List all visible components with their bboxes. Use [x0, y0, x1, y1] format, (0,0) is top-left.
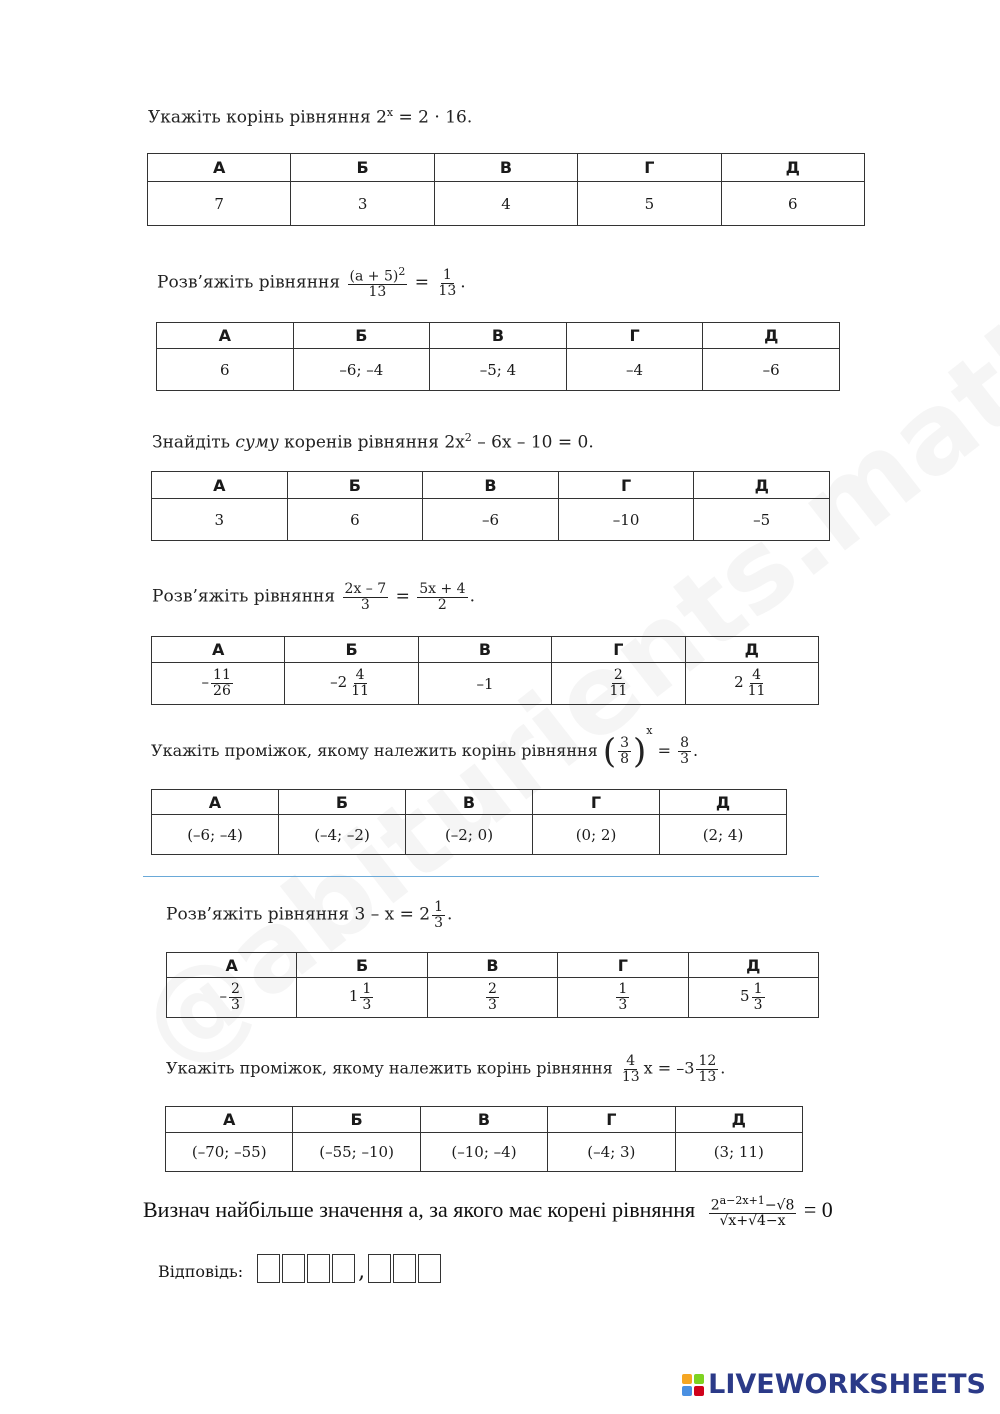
q4-num2: 5x + 4	[419, 581, 466, 597]
q5-option-d[interactable]: (2; 4)	[660, 815, 787, 855]
q4-answer-table	[151, 636, 819, 705]
q2-header-g: Г	[566, 323, 703, 349]
q6-header-d: Д	[688, 953, 818, 978]
q3-option-b[interactable]: 6	[287, 499, 423, 541]
q7-num2: 12	[698, 1053, 717, 1069]
q6-option-b-pre: 1	[348, 987, 359, 1006]
q4-option-g-num: 2	[613, 667, 623, 684]
q7-den2: 13	[698, 1068, 717, 1085]
q5-text: Укажіть проміжок, якому належить корінь рівняння	[151, 741, 598, 760]
q5-exp: x	[646, 724, 653, 737]
q7-answer-table	[165, 1106, 803, 1172]
question-1	[148, 106, 472, 128]
q7-text: Укажіть проміжок, якому належить корінь рівняння	[166, 1058, 613, 1078]
q3-option-a[interactable]: 3	[152, 499, 288, 541]
q7-option-g[interactable]: (–4; 3)	[548, 1133, 675, 1172]
q4-option-a-den: 26	[213, 683, 231, 699]
q1-header-g: Г	[578, 154, 721, 182]
q6-option-g[interactable]	[558, 978, 688, 1018]
q2-text: Розв’яжіть рівняння	[157, 272, 341, 293]
answer-digit-box[interactable]	[418, 1254, 441, 1283]
q6-option-a-num: 2	[230, 981, 240, 998]
question-7	[166, 1054, 725, 1084]
q6-option-v[interactable]	[427, 978, 557, 1018]
q5-header-v: В	[406, 790, 533, 815]
q2-header-v: В	[430, 323, 567, 349]
q4-option-v[interactable]	[418, 663, 551, 705]
question-6	[166, 900, 452, 930]
q6-option-d-pre: 5	[740, 987, 750, 1006]
q5-option-b[interactable]: (–4; –2)	[279, 815, 406, 855]
answer-digit-box[interactable]	[332, 1254, 355, 1283]
q1-option-g[interactable]: 5	[578, 182, 721, 226]
q6-header-a: А	[167, 953, 297, 978]
q3-option-v[interactable]: –6	[423, 499, 559, 541]
q6-option-b[interactable]	[297, 978, 427, 1018]
q7-end: .	[720, 1058, 726, 1078]
q2-option-d[interactable]: –6	[703, 349, 840, 391]
q2-fraction-right	[436, 268, 458, 298]
q5-paren-left: (	[602, 731, 617, 772]
answer-digit-box[interactable]	[307, 1254, 330, 1283]
q1-option-a[interactable]: 7	[148, 182, 291, 226]
q1-header-v: В	[434, 154, 577, 182]
q5-den2: 3	[680, 751, 690, 767]
q5-end: .	[693, 741, 699, 760]
q6-header-v: В	[427, 953, 557, 978]
q8-num-exp: a−2x+1	[719, 1194, 765, 1207]
q3-text1: Знайдіть	[152, 432, 236, 453]
q6-option-d-den: 3	[753, 997, 763, 1013]
q7-option-a[interactable]: (–70; –55)	[166, 1133, 293, 1172]
q6-den: 3	[434, 914, 444, 931]
q5-num1: 3	[620, 735, 630, 752]
q7-den1: 13	[621, 1068, 640, 1085]
q7-mid: x = –3	[643, 1058, 695, 1078]
q4-option-b-pre: –2	[330, 673, 348, 692]
q4-den1: 3	[360, 596, 370, 613]
q5-header-g: Г	[533, 790, 660, 815]
q6-text: Розв’яжіть рівняння 3 – x = 2	[166, 904, 431, 925]
q4-fraction-left	[343, 582, 389, 612]
q2-num2: 1	[442, 266, 452, 283]
q6-header-b: Б	[297, 953, 427, 978]
q2-header-b: Б	[293, 323, 430, 349]
q6-option-a-den: 3	[230, 997, 240, 1013]
q5-option-v[interactable]: (–2; 0)	[406, 815, 533, 855]
q3-option-d[interactable]: –5	[694, 499, 830, 541]
q4-header-d: Д	[685, 637, 818, 663]
q5-header-d: Д	[660, 790, 787, 815]
question-8	[143, 1195, 833, 1229]
q4-option-d-num: 4	[752, 667, 762, 684]
q5-fraction-left	[618, 736, 631, 766]
q8-rhs: = 0	[803, 1197, 833, 1223]
q1-rest: = 2 · 16.	[393, 107, 473, 128]
liveworksheets-logo-text: LIVEWORKSHEETS	[708, 1369, 986, 1400]
q2-num1-exp: 2	[398, 265, 406, 278]
q7-num1: 4	[626, 1053, 636, 1069]
q4-option-d-pre: 2	[734, 673, 744, 692]
q6-answer-table	[166, 952, 819, 1018]
q6-option-g-den: 3	[618, 997, 628, 1013]
q2-option-g[interactable]: –4	[566, 349, 703, 391]
q5-option-a[interactable]: (–6; –4)	[152, 815, 279, 855]
q7-header-a: А	[166, 1107, 293, 1133]
q5-fraction-right	[678, 736, 691, 766]
q4-option-d[interactable]	[685, 663, 818, 705]
q4-option-b[interactable]	[285, 663, 418, 705]
q8-fraction	[709, 1195, 797, 1229]
q3-header-d: Д	[694, 472, 830, 499]
q8-num-rest: −√8	[764, 1197, 795, 1214]
answer-row	[158, 1254, 443, 1283]
q1-header-a: А	[148, 154, 291, 182]
q3-italic: суму	[235, 432, 279, 453]
q2-den1: 13	[368, 284, 387, 301]
q3-exp: 2	[464, 431, 472, 444]
q4-header-g: Г	[552, 637, 685, 663]
q1-text: Укажіть корінь рівняння 2	[148, 107, 387, 128]
q4-header-v: В	[418, 637, 551, 663]
question-3	[152, 431, 594, 453]
q2-answer-table	[156, 322, 840, 391]
q2-header-d: Д	[703, 323, 840, 349]
q2-option-v[interactable]: –5; 4	[430, 349, 567, 391]
answer-comma: ,	[358, 1259, 366, 1284]
q8-num-base: 2	[710, 1197, 720, 1214]
answer-digit-box[interactable]	[282, 1254, 305, 1283]
liveworksheets-logo-icon	[682, 1374, 704, 1396]
q1-exp: x	[386, 106, 394, 119]
q6-num: 1	[434, 899, 444, 915]
q5-header-a: А	[152, 790, 279, 815]
q4-option-d-den: 11	[747, 683, 766, 699]
question-2	[157, 266, 466, 300]
q3-header-a: А	[152, 472, 288, 499]
q3-text2: коренів рівняння 2x	[278, 432, 465, 453]
q6-option-b-den: 3	[362, 997, 372, 1013]
q3-option-g[interactable]: –10	[558, 499, 694, 541]
q6-option-a-pre: –	[219, 987, 227, 1006]
q4-option-b-num: 4	[355, 667, 365, 684]
q1-option-d[interactable]: 6	[721, 182, 864, 226]
q1-header-d: Д	[721, 154, 864, 182]
q1-answer-table	[147, 153, 865, 226]
q5-num2: 8	[680, 735, 690, 752]
liveworksheets-logo[interactable]	[682, 1369, 986, 1400]
q5-option-g[interactable]: (0; 2)	[533, 815, 660, 855]
q4-num1: 2x – 7	[344, 581, 387, 597]
q6-option-d[interactable]	[688, 978, 818, 1018]
q2-den2: 13	[438, 282, 457, 299]
answer-label: Відповідь:	[158, 1262, 244, 1281]
q2-fraction-left	[348, 266, 408, 300]
q4-end: .	[469, 586, 475, 607]
q7-header-v: В	[420, 1107, 547, 1133]
answer-digit-box[interactable]	[393, 1254, 416, 1283]
q6-header-g: Г	[558, 953, 688, 978]
q4-option-a-num: 11	[213, 667, 231, 684]
q3-header-g: Г	[558, 472, 694, 499]
q7-header-g: Г	[548, 1107, 675, 1133]
q6-option-d-num: 1	[753, 981, 763, 998]
q4-option-b-den: 11	[351, 683, 370, 699]
q5-paren-right: )	[633, 731, 647, 772]
q4-eq: =	[395, 586, 410, 607]
divider-line	[143, 876, 819, 877]
q2-eq: =	[414, 272, 429, 293]
q4-header-b: Б	[285, 637, 418, 663]
q7-option-b[interactable]: (–55; –10)	[293, 1133, 420, 1172]
q7-option-d[interactable]: (3; 11)	[675, 1133, 802, 1172]
q1-option-b[interactable]: 3	[291, 182, 434, 226]
q1-option-v[interactable]: 4	[434, 182, 577, 226]
q5-answer-table	[151, 789, 787, 855]
q6-option-v-num: 2	[488, 981, 497, 998]
q6-option-b-num: 1	[362, 981, 372, 998]
q4-option-a-pre: –	[201, 673, 210, 692]
q2-header-a: А	[157, 323, 294, 349]
q2-option-b[interactable]: –6; –4	[293, 349, 430, 391]
q4-option-v-pre: –1	[476, 674, 494, 693]
q1-header-b: Б	[291, 154, 434, 182]
question-5	[151, 724, 698, 772]
q5-den1: 8	[620, 751, 630, 767]
q2-option-a[interactable]: 6	[157, 349, 294, 391]
q8-den: √x+√4−x	[719, 1213, 786, 1230]
q8-text: Визнач найбільше значення а, за якого має корені рівняння	[143, 1197, 696, 1223]
q4-option-a[interactable]	[152, 663, 285, 705]
q3-header-b: Б	[287, 472, 423, 499]
answer-digit-box[interactable]	[257, 1254, 280, 1283]
q4-text: Розв’яжіть рівняння	[152, 586, 336, 607]
q5-eq: =	[657, 741, 672, 760]
q2-num1: (a + 5)	[349, 268, 399, 285]
q3-text3: – 6x – 10 = 0.	[471, 432, 594, 453]
q3-answer-table	[151, 471, 830, 541]
q7-option-v[interactable]: (–10; –4)	[420, 1133, 547, 1172]
q7-header-d: Д	[675, 1107, 802, 1133]
q4-header-a: А	[152, 637, 285, 663]
q4-den2: 2	[437, 596, 447, 613]
q4-fraction-right	[417, 582, 467, 612]
q6-end: .	[447, 904, 453, 925]
q4-option-g[interactable]	[552, 663, 685, 705]
q6-option-a[interactable]	[167, 978, 297, 1018]
q4-option-g-den: 11	[609, 683, 628, 699]
q5-header-b: Б	[279, 790, 406, 815]
answer-digit-box[interactable]	[368, 1254, 391, 1283]
q2-end: .	[460, 272, 466, 293]
q7-header-b: Б	[293, 1107, 420, 1133]
q3-header-v: В	[423, 472, 559, 499]
q6-option-v-den: 3	[488, 997, 497, 1013]
q6-option-g-num: 1	[618, 981, 628, 998]
question-4	[152, 582, 475, 612]
